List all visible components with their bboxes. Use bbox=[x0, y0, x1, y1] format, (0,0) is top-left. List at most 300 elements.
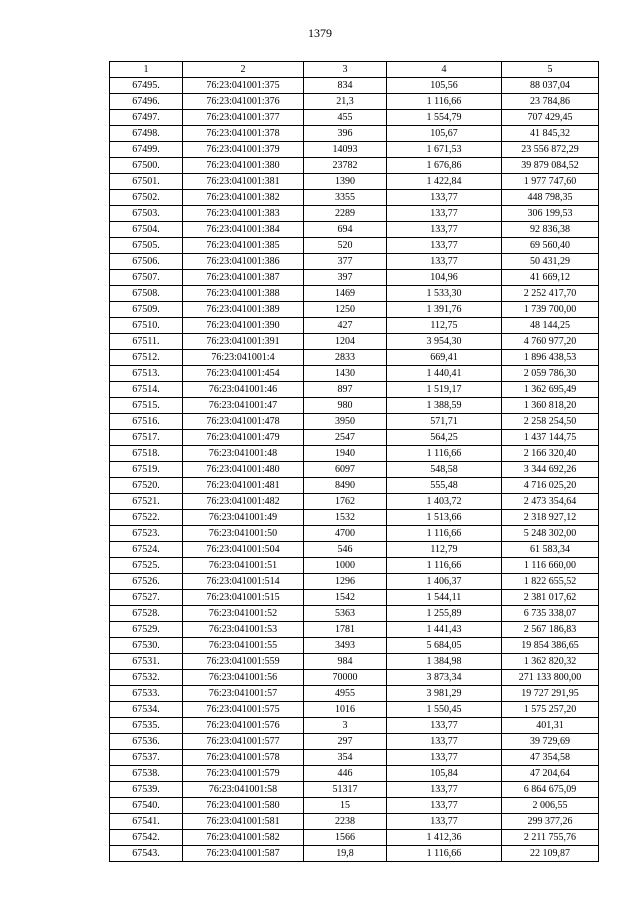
row-number-cell: 67530. bbox=[110, 638, 183, 654]
cadastral-number-cell: 76:23:041001:575 bbox=[183, 702, 304, 718]
cadastral-number-cell: 76:23:041001:48 bbox=[183, 446, 304, 462]
specific-value-cell: 1 671,53 bbox=[387, 142, 502, 158]
specific-value-cell: 1 412,36 bbox=[387, 830, 502, 846]
cadastral-value-cell: 2 258 254,50 bbox=[502, 414, 599, 430]
cadastral-value-cell: 1 739 700,00 bbox=[502, 302, 599, 318]
cadastral-number-cell: 76:23:041001:391 bbox=[183, 334, 304, 350]
table-row bbox=[110, 670, 599, 686]
cadastral-value-cell: 1 575 257,20 bbox=[502, 702, 599, 718]
table-row bbox=[110, 174, 599, 190]
cadastral-number-cell: 76:23:041001:375 bbox=[183, 78, 304, 94]
table-row bbox=[110, 350, 599, 366]
specific-value-cell: 1 554,79 bbox=[387, 110, 502, 126]
table-row bbox=[110, 414, 599, 430]
cadastral-number-cell: 76:23:041001:579 bbox=[183, 766, 304, 782]
specific-value-cell: 105,84 bbox=[387, 766, 502, 782]
area-cell: 23782 bbox=[304, 158, 387, 174]
row-number-cell: 67524. bbox=[110, 542, 183, 558]
cadastral-number-cell: 76:23:041001:479 bbox=[183, 430, 304, 446]
area-cell: 14093 bbox=[304, 142, 387, 158]
cadastral-value-cell: 47 354,58 bbox=[502, 750, 599, 766]
cadastral-number-cell: 76:23:041001:4 bbox=[183, 350, 304, 366]
table-row bbox=[110, 366, 599, 382]
cadastral-value-cell: 1 822 655,52 bbox=[502, 574, 599, 590]
table-row bbox=[110, 574, 599, 590]
specific-value-cell: 3 873,34 bbox=[387, 670, 502, 686]
cadastral-value-cell: 1 977 747,60 bbox=[502, 174, 599, 190]
table-row bbox=[110, 238, 599, 254]
cadastral-value-cell: 306 199,53 bbox=[502, 206, 599, 222]
row-number-cell: 67539. bbox=[110, 782, 183, 798]
table-row bbox=[110, 558, 599, 574]
cadastral-number-cell: 76:23:041001:481 bbox=[183, 478, 304, 494]
specific-value-cell: 133,77 bbox=[387, 206, 502, 222]
table-row bbox=[110, 782, 599, 798]
table-row bbox=[110, 318, 599, 334]
cadastral-value-cell: 2 059 786,30 bbox=[502, 366, 599, 382]
area-cell: 377 bbox=[304, 254, 387, 270]
table-row bbox=[110, 382, 599, 398]
cadastral-number-cell: 76:23:041001:376 bbox=[183, 94, 304, 110]
row-number-cell: 67512. bbox=[110, 350, 183, 366]
table-row bbox=[110, 702, 599, 718]
area-cell: 1566 bbox=[304, 830, 387, 846]
cadastral-value-cell: 707 429,45 bbox=[502, 110, 599, 126]
table-row bbox=[110, 222, 599, 238]
specific-value-cell: 1 406,37 bbox=[387, 574, 502, 590]
row-number-cell: 67497. bbox=[110, 110, 183, 126]
row-number-cell: 67537. bbox=[110, 750, 183, 766]
area-cell: 51317 bbox=[304, 782, 387, 798]
area-cell: 897 bbox=[304, 382, 387, 398]
cadastral-number-cell: 76:23:041001:578 bbox=[183, 750, 304, 766]
table-row bbox=[110, 478, 599, 494]
row-number-cell: 67517. bbox=[110, 430, 183, 446]
row-number-cell: 67502. bbox=[110, 190, 183, 206]
table-body bbox=[110, 78, 599, 862]
cadastral-number-cell: 76:23:041001:382 bbox=[183, 190, 304, 206]
specific-value-cell: 1 116,66 bbox=[387, 846, 502, 862]
table-row bbox=[110, 94, 599, 110]
row-number-cell: 67507. bbox=[110, 270, 183, 286]
area-cell: 455 bbox=[304, 110, 387, 126]
row-number-cell: 67526. bbox=[110, 574, 183, 590]
row-number-cell: 67541. bbox=[110, 814, 183, 830]
table-row bbox=[110, 446, 599, 462]
table-row bbox=[110, 814, 599, 830]
cadastral-value-cell: 4 716 025,20 bbox=[502, 478, 599, 494]
table-row bbox=[110, 766, 599, 782]
cadastral-value-cell: 6 864 675,09 bbox=[502, 782, 599, 798]
cadastral-number-cell: 76:23:041001:381 bbox=[183, 174, 304, 190]
table-row bbox=[110, 542, 599, 558]
column-header-5: 5 bbox=[502, 62, 599, 78]
row-number-cell: 67516. bbox=[110, 414, 183, 430]
row-number-cell: 67498. bbox=[110, 126, 183, 142]
area-cell: 6097 bbox=[304, 462, 387, 478]
cadastral-value-cell: 2 318 927,12 bbox=[502, 510, 599, 526]
table-row bbox=[110, 622, 599, 638]
area-cell: 1940 bbox=[304, 446, 387, 462]
specific-value-cell: 133,77 bbox=[387, 814, 502, 830]
cadastral-value-cell: 448 798,35 bbox=[502, 190, 599, 206]
cadastral-number-cell: 76:23:041001:46 bbox=[183, 382, 304, 398]
row-number-cell: 67495. bbox=[110, 78, 183, 94]
cadastral-number-cell: 76:23:041001:454 bbox=[183, 366, 304, 382]
cadastral-number-cell: 76:23:041001:383 bbox=[183, 206, 304, 222]
cadastral-value-cell: 19 727 291,95 bbox=[502, 686, 599, 702]
cadastral-number-cell: 76:23:041001:49 bbox=[183, 510, 304, 526]
cadastral-value-cell: 1 437 144,75 bbox=[502, 430, 599, 446]
cadastral-value-cell: 48 144,25 bbox=[502, 318, 599, 334]
specific-value-cell: 1 116,66 bbox=[387, 526, 502, 542]
cadastral-number-cell: 76:23:041001:514 bbox=[183, 574, 304, 590]
area-cell: 3355 bbox=[304, 190, 387, 206]
row-number-cell: 67534. bbox=[110, 702, 183, 718]
cadastral-value-cell: 1 360 818,20 bbox=[502, 398, 599, 414]
area-cell: 396 bbox=[304, 126, 387, 142]
table-row bbox=[110, 286, 599, 302]
cadastral-number-cell: 76:23:041001:53 bbox=[183, 622, 304, 638]
cadastral-value-cell: 401,31 bbox=[502, 718, 599, 734]
cadastral-value-cell: 19 854 386,65 bbox=[502, 638, 599, 654]
cadastral-number-cell: 76:23:041001:582 bbox=[183, 830, 304, 846]
cadastral-value-cell: 41 669,12 bbox=[502, 270, 599, 286]
area-cell: 2238 bbox=[304, 814, 387, 830]
area-cell: 834 bbox=[304, 78, 387, 94]
row-number-cell: 67511. bbox=[110, 334, 183, 350]
table-row bbox=[110, 126, 599, 142]
specific-value-cell: 133,77 bbox=[387, 734, 502, 750]
area-cell: 1532 bbox=[304, 510, 387, 526]
table-row bbox=[110, 686, 599, 702]
cadastral-value-cell: 23 784,86 bbox=[502, 94, 599, 110]
column-header-4: 4 bbox=[387, 62, 502, 78]
area-cell: 8490 bbox=[304, 478, 387, 494]
specific-value-cell: 3 954,30 bbox=[387, 334, 502, 350]
table-row bbox=[110, 654, 599, 670]
cadastral-number-cell: 76:23:041001:56 bbox=[183, 670, 304, 686]
table-row bbox=[110, 494, 599, 510]
specific-value-cell: 1 116,66 bbox=[387, 446, 502, 462]
specific-value-cell: 1 255,89 bbox=[387, 606, 502, 622]
area-cell: 694 bbox=[304, 222, 387, 238]
row-number-cell: 67522. bbox=[110, 510, 183, 526]
specific-value-cell: 133,77 bbox=[387, 238, 502, 254]
cadastral-value-cell: 47 204,64 bbox=[502, 766, 599, 782]
row-number-cell: 67535. bbox=[110, 718, 183, 734]
area-cell: 1430 bbox=[304, 366, 387, 382]
area-cell: 1781 bbox=[304, 622, 387, 638]
specific-value-cell: 133,77 bbox=[387, 782, 502, 798]
row-number-cell: 67523. bbox=[110, 526, 183, 542]
row-number-cell: 67515. bbox=[110, 398, 183, 414]
area-cell: 1542 bbox=[304, 590, 387, 606]
cadastral-number-cell: 76:23:041001:576 bbox=[183, 718, 304, 734]
cadastral-value-table bbox=[109, 61, 599, 862]
cadastral-value-cell: 69 560,40 bbox=[502, 238, 599, 254]
row-number-cell: 67513. bbox=[110, 366, 183, 382]
row-number-cell: 67532. bbox=[110, 670, 183, 686]
specific-value-cell: 564,25 bbox=[387, 430, 502, 446]
table-row bbox=[110, 798, 599, 814]
specific-value-cell: 571,71 bbox=[387, 414, 502, 430]
cadastral-number-cell: 76:23:041001:581 bbox=[183, 814, 304, 830]
specific-value-cell: 133,77 bbox=[387, 798, 502, 814]
row-number-cell: 67540. bbox=[110, 798, 183, 814]
table-row bbox=[110, 158, 599, 174]
cadastral-number-cell: 76:23:041001:577 bbox=[183, 734, 304, 750]
cadastral-number-cell: 76:23:041001:386 bbox=[183, 254, 304, 270]
specific-value-cell: 1 440,41 bbox=[387, 366, 502, 382]
cadastral-number-cell: 76:23:041001:478 bbox=[183, 414, 304, 430]
specific-value-cell: 1 384,98 bbox=[387, 654, 502, 670]
area-cell: 427 bbox=[304, 318, 387, 334]
area-cell: 1204 bbox=[304, 334, 387, 350]
row-number-cell: 67500. bbox=[110, 158, 183, 174]
table-row bbox=[110, 302, 599, 318]
area-cell: 1390 bbox=[304, 174, 387, 190]
cadastral-number-cell: 76:23:041001:388 bbox=[183, 286, 304, 302]
specific-value-cell: 1 403,72 bbox=[387, 494, 502, 510]
cadastral-number-cell: 76:23:041001:480 bbox=[183, 462, 304, 478]
area-cell: 2547 bbox=[304, 430, 387, 446]
table-row bbox=[110, 510, 599, 526]
row-number-cell: 67519. bbox=[110, 462, 183, 478]
area-cell: 1000 bbox=[304, 558, 387, 574]
cadastral-value-cell: 2 567 186,83 bbox=[502, 622, 599, 638]
table-row bbox=[110, 830, 599, 846]
row-number-cell: 67531. bbox=[110, 654, 183, 670]
cadastral-number-cell: 76:23:041001:384 bbox=[183, 222, 304, 238]
row-number-cell: 67536. bbox=[110, 734, 183, 750]
cadastral-number-cell: 76:23:041001:55 bbox=[183, 638, 304, 654]
specific-value-cell: 104,96 bbox=[387, 270, 502, 286]
specific-value-cell: 1 513,66 bbox=[387, 510, 502, 526]
cadastral-number-cell: 76:23:041001:378 bbox=[183, 126, 304, 142]
cadastral-number-cell: 76:23:041001:51 bbox=[183, 558, 304, 574]
cadastral-value-cell: 39 879 084,52 bbox=[502, 158, 599, 174]
specific-value-cell: 669,41 bbox=[387, 350, 502, 366]
cadastral-number-cell: 76:23:041001:559 bbox=[183, 654, 304, 670]
specific-value-cell: 1 422,84 bbox=[387, 174, 502, 190]
cadastral-value-cell: 1 116 660,00 bbox=[502, 558, 599, 574]
area-cell: 354 bbox=[304, 750, 387, 766]
cadastral-value-cell: 23 556 872,29 bbox=[502, 142, 599, 158]
area-cell: 5363 bbox=[304, 606, 387, 622]
cadastral-value-cell: 1 896 438,53 bbox=[502, 350, 599, 366]
cadastral-number-cell: 76:23:041001:390 bbox=[183, 318, 304, 334]
table-row bbox=[110, 590, 599, 606]
cadastral-number-cell: 76:23:041001:385 bbox=[183, 238, 304, 254]
area-cell: 2289 bbox=[304, 206, 387, 222]
specific-value-cell: 105,56 bbox=[387, 78, 502, 94]
table-row bbox=[110, 638, 599, 654]
area-cell: 4700 bbox=[304, 526, 387, 542]
cadastral-value-cell: 5 248 302,00 bbox=[502, 526, 599, 542]
table-row bbox=[110, 110, 599, 126]
specific-value-cell: 5 684,05 bbox=[387, 638, 502, 654]
specific-value-cell: 1 391,76 bbox=[387, 302, 502, 318]
area-cell: 980 bbox=[304, 398, 387, 414]
row-number-cell: 67520. bbox=[110, 478, 183, 494]
specific-value-cell: 133,77 bbox=[387, 254, 502, 270]
table-row bbox=[110, 398, 599, 414]
column-header-1: 1 bbox=[110, 62, 183, 78]
cadastral-number-cell: 76:23:041001:387 bbox=[183, 270, 304, 286]
area-cell: 984 bbox=[304, 654, 387, 670]
cadastral-value-cell: 39 729,69 bbox=[502, 734, 599, 750]
area-cell: 2833 bbox=[304, 350, 387, 366]
row-number-cell: 67533. bbox=[110, 686, 183, 702]
area-cell: 19,8 bbox=[304, 846, 387, 862]
row-number-cell: 67521. bbox=[110, 494, 183, 510]
area-cell: 546 bbox=[304, 542, 387, 558]
cadastral-value-cell: 2 166 320,40 bbox=[502, 446, 599, 462]
row-number-cell: 67504. bbox=[110, 222, 183, 238]
row-number-cell: 67528. bbox=[110, 606, 183, 622]
specific-value-cell: 112,75 bbox=[387, 318, 502, 334]
cadastral-value-cell: 2 473 354,64 bbox=[502, 494, 599, 510]
table-row bbox=[110, 750, 599, 766]
area-cell: 1469 bbox=[304, 286, 387, 302]
specific-value-cell: 133,77 bbox=[387, 222, 502, 238]
table-row bbox=[110, 270, 599, 286]
specific-value-cell: 1 388,59 bbox=[387, 398, 502, 414]
cadastral-value-cell: 1 362 820,32 bbox=[502, 654, 599, 670]
area-cell: 1250 bbox=[304, 302, 387, 318]
cadastral-value-cell: 6 735 338,07 bbox=[502, 606, 599, 622]
cadastral-value-cell: 41 845,32 bbox=[502, 126, 599, 142]
row-number-cell: 67499. bbox=[110, 142, 183, 158]
specific-value-cell: 133,77 bbox=[387, 190, 502, 206]
cadastral-number-cell: 76:23:041001:389 bbox=[183, 302, 304, 318]
cadastral-value-cell: 50 431,29 bbox=[502, 254, 599, 270]
page-number: 1379 bbox=[308, 26, 332, 40]
area-cell: 297 bbox=[304, 734, 387, 750]
table-row bbox=[110, 462, 599, 478]
specific-value-cell: 555,48 bbox=[387, 478, 502, 494]
row-number-cell: 67543. bbox=[110, 846, 183, 862]
table-row bbox=[110, 206, 599, 222]
area-cell: 3493 bbox=[304, 638, 387, 654]
row-number-cell: 67518. bbox=[110, 446, 183, 462]
table-row bbox=[110, 78, 599, 94]
specific-value-cell: 133,77 bbox=[387, 750, 502, 766]
cadastral-value-cell: 271 133 800,00 bbox=[502, 670, 599, 686]
cadastral-value-cell: 4 760 977,20 bbox=[502, 334, 599, 350]
row-number-cell: 67514. bbox=[110, 382, 183, 398]
area-cell: 397 bbox=[304, 270, 387, 286]
cadastral-number-cell: 76:23:041001:47 bbox=[183, 398, 304, 414]
specific-value-cell: 3 981,29 bbox=[387, 686, 502, 702]
cadastral-value-cell: 1 362 695,49 bbox=[502, 382, 599, 398]
row-number-cell: 67509. bbox=[110, 302, 183, 318]
cadastral-number-cell: 76:23:041001:377 bbox=[183, 110, 304, 126]
area-cell: 1296 bbox=[304, 574, 387, 590]
cadastral-value-cell: 299 377,26 bbox=[502, 814, 599, 830]
specific-value-cell: 1 533,30 bbox=[387, 286, 502, 302]
area-cell: 15 bbox=[304, 798, 387, 814]
cadastral-value-cell: 2 252 417,70 bbox=[502, 286, 599, 302]
row-number-cell: 67501. bbox=[110, 174, 183, 190]
cadastral-number-cell: 76:23:041001:52 bbox=[183, 606, 304, 622]
cadastral-value-cell: 3 344 692,26 bbox=[502, 462, 599, 478]
column-header-2: 2 bbox=[183, 62, 304, 78]
cadastral-number-cell: 76:23:041001:57 bbox=[183, 686, 304, 702]
cadastral-number-cell: 76:23:041001:58 bbox=[183, 782, 304, 798]
table-row bbox=[110, 142, 599, 158]
specific-value-cell: 1 116,66 bbox=[387, 94, 502, 110]
table-row bbox=[110, 334, 599, 350]
column-header-3: 3 bbox=[304, 62, 387, 78]
table-row bbox=[110, 254, 599, 270]
specific-value-cell: 1 544,11 bbox=[387, 590, 502, 606]
row-number-cell: 67496. bbox=[110, 94, 183, 110]
specific-value-cell: 1 116,66 bbox=[387, 558, 502, 574]
row-number-cell: 67542. bbox=[110, 830, 183, 846]
cadastral-number-cell: 76:23:041001:504 bbox=[183, 542, 304, 558]
specific-value-cell: 112,79 bbox=[387, 542, 502, 558]
area-cell: 3950 bbox=[304, 414, 387, 430]
cadastral-number-cell: 76:23:041001:587 bbox=[183, 846, 304, 862]
cadastral-value-cell: 2 211 755,76 bbox=[502, 830, 599, 846]
row-number-cell: 67525. bbox=[110, 558, 183, 574]
row-number-cell: 67527. bbox=[110, 590, 183, 606]
table-row bbox=[110, 846, 599, 862]
header-row bbox=[110, 62, 599, 78]
table-row bbox=[110, 606, 599, 622]
table-row bbox=[110, 718, 599, 734]
specific-value-cell: 133,77 bbox=[387, 718, 502, 734]
row-number-cell: 67506. bbox=[110, 254, 183, 270]
specific-value-cell: 1 441,43 bbox=[387, 622, 502, 638]
specific-value-cell: 1 550,45 bbox=[387, 702, 502, 718]
table-header bbox=[110, 62, 599, 78]
cadastral-value-cell: 2 381 017,62 bbox=[502, 590, 599, 606]
row-number-cell: 67510. bbox=[110, 318, 183, 334]
area-cell: 1762 bbox=[304, 494, 387, 510]
cadastral-number-cell: 76:23:041001:50 bbox=[183, 526, 304, 542]
area-cell: 520 bbox=[304, 238, 387, 254]
table-row bbox=[110, 430, 599, 446]
cadastral-value-cell: 22 109,87 bbox=[502, 846, 599, 862]
cadastral-number-cell: 76:23:041001:380 bbox=[183, 158, 304, 174]
specific-value-cell: 1 676,86 bbox=[387, 158, 502, 174]
area-cell: 21,3 bbox=[304, 94, 387, 110]
table-row bbox=[110, 190, 599, 206]
cadastral-number-cell: 76:23:041001:482 bbox=[183, 494, 304, 510]
row-number-cell: 67505. bbox=[110, 238, 183, 254]
area-cell: 3 bbox=[304, 718, 387, 734]
cadastral-number-cell: 76:23:041001:580 bbox=[183, 798, 304, 814]
row-number-cell: 67508. bbox=[110, 286, 183, 302]
area-cell: 1016 bbox=[304, 702, 387, 718]
row-number-cell: 67529. bbox=[110, 622, 183, 638]
cadastral-number-cell: 76:23:041001:515 bbox=[183, 590, 304, 606]
cadastral-value-cell: 61 583,34 bbox=[502, 542, 599, 558]
row-number-cell: 67538. bbox=[110, 766, 183, 782]
cadastral-value-cell: 88 037,04 bbox=[502, 78, 599, 94]
area-cell: 4955 bbox=[304, 686, 387, 702]
area-cell: 70000 bbox=[304, 670, 387, 686]
specific-value-cell: 1 519,17 bbox=[387, 382, 502, 398]
specific-value-cell: 105,67 bbox=[387, 126, 502, 142]
row-number-cell: 67503. bbox=[110, 206, 183, 222]
table-row bbox=[110, 734, 599, 750]
cadastral-value-cell: 2 006,55 bbox=[502, 798, 599, 814]
specific-value-cell: 548,58 bbox=[387, 462, 502, 478]
